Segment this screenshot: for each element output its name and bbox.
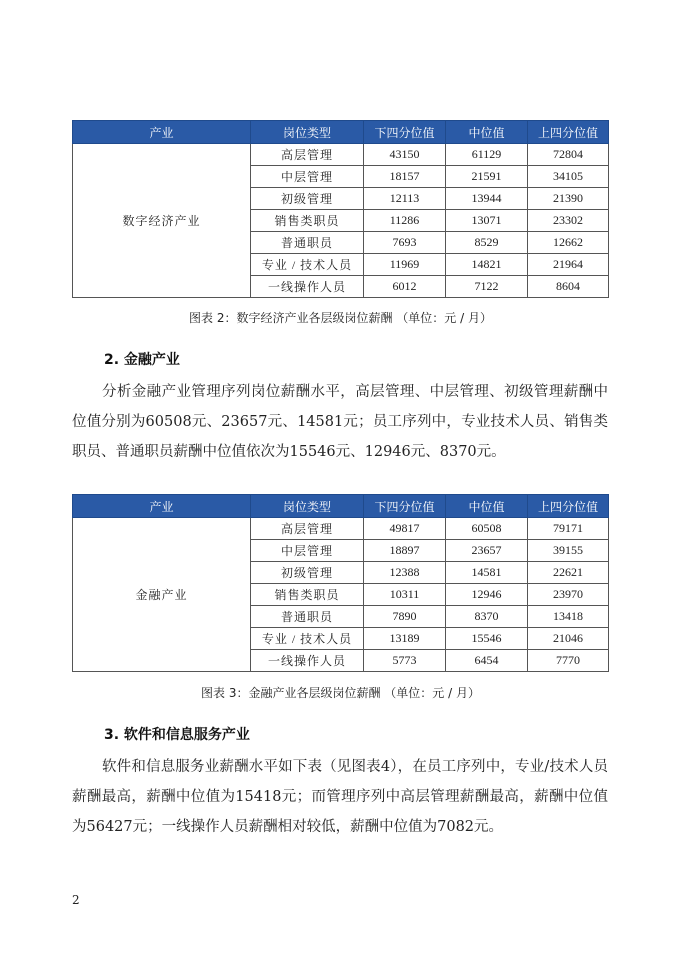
header-industry: 产业 xyxy=(73,495,251,518)
industry-cell: 金融产业 xyxy=(73,518,251,672)
header-industry: 产业 xyxy=(73,121,251,144)
header-role: 岗位类型 xyxy=(251,121,364,144)
header-median: 中位值 xyxy=(446,495,528,518)
header-q1: 下四分位值 xyxy=(364,495,446,518)
header-q3: 上四分位值 xyxy=(528,121,609,144)
q1-cell: 18897 xyxy=(364,540,446,562)
q1-cell: 6012 xyxy=(364,276,446,298)
median-cell: 21591 xyxy=(446,166,528,188)
q3-cell: 12662 xyxy=(528,232,609,254)
median-cell: 14581 xyxy=(446,562,528,584)
role-cell: 高层管理 xyxy=(251,518,364,540)
median-cell: 6454 xyxy=(446,650,528,672)
q1-cell: 43150 xyxy=(364,144,446,166)
role-cell: 高层管理 xyxy=(251,144,364,166)
q3-cell: 23970 xyxy=(528,584,609,606)
header-role: 岗位类型 xyxy=(251,495,364,518)
median-cell: 13944 xyxy=(446,188,528,210)
role-cell: 专业 / 技术人员 xyxy=(251,628,364,650)
q1-cell: 7693 xyxy=(364,232,446,254)
table-2-caption: 图表 3：金融产业各层级岗位薪酬 （单位：元 / 月） xyxy=(201,686,480,700)
q1-cell: 5773 xyxy=(364,650,446,672)
median-cell: 61129 xyxy=(446,144,528,166)
q3-cell: 23302 xyxy=(528,210,609,232)
q3-cell: 8604 xyxy=(528,276,609,298)
median-cell: 8529 xyxy=(446,232,528,254)
q3-cell: 34105 xyxy=(528,166,609,188)
median-cell: 23657 xyxy=(446,540,528,562)
median-cell: 12946 xyxy=(446,584,528,606)
header-q1: 下四分位值 xyxy=(364,121,446,144)
role-cell: 一线操作人员 xyxy=(251,276,364,298)
table-1-caption: 图表 2：数字经济产业各层级岗位薪酬 （单位：元 / 月） xyxy=(189,311,492,325)
q3-cell: 21390 xyxy=(528,188,609,210)
role-cell: 销售类职员 xyxy=(251,584,364,606)
table-finance xyxy=(72,494,608,672)
q1-cell: 12113 xyxy=(364,188,446,210)
role-cell: 一线操作人员 xyxy=(251,650,364,672)
section-3-heading: 3. 软件和信息服务产业 xyxy=(104,727,250,743)
industry-cell: 数字经济产业 xyxy=(73,144,251,298)
q1-cell: 49817 xyxy=(364,518,446,540)
salary-table-2 xyxy=(72,494,609,672)
role-cell: 专业 / 技术人员 xyxy=(251,254,364,276)
page-number: 2 xyxy=(72,893,80,907)
role-cell: 销售类职员 xyxy=(251,210,364,232)
q1-cell: 7890 xyxy=(364,606,446,628)
header-median: 中位值 xyxy=(446,121,528,144)
median-cell: 60508 xyxy=(446,518,528,540)
section-3-paragraph: 软件和信息服务业薪酬水平如下表（见图表4），在员工序列中，专业/技术人员薪酬最高，薪酬中位值为15418元；而管理序列中高层管理薪酬最高，薪酬中位值为56427元；一线操作人员薪酬相对较低，薪酬中位值为7082元。 xyxy=(72,759,608,835)
q1-cell: 11969 xyxy=(364,254,446,276)
role-cell: 中层管理 xyxy=(251,166,364,188)
q1-cell: 18157 xyxy=(364,166,446,188)
role-cell: 中层管理 xyxy=(251,540,364,562)
median-cell: 14821 xyxy=(446,254,528,276)
q1-cell: 13189 xyxy=(364,628,446,650)
q3-cell: 22621 xyxy=(528,562,609,584)
section-2-heading: 2. 金融产业 xyxy=(104,352,180,368)
table-digital-economy xyxy=(72,120,608,298)
q1-cell: 10311 xyxy=(364,584,446,606)
median-cell: 15546 xyxy=(446,628,528,650)
q3-cell: 7770 xyxy=(528,650,609,672)
table-row xyxy=(73,518,609,540)
q1-cell: 12388 xyxy=(364,562,446,584)
q3-cell: 13418 xyxy=(528,606,609,628)
role-cell: 普通职员 xyxy=(251,606,364,628)
q3-cell: 72804 xyxy=(528,144,609,166)
median-cell: 13071 xyxy=(446,210,528,232)
role-cell: 初级管理 xyxy=(251,562,364,584)
median-cell: 8370 xyxy=(446,606,528,628)
q1-cell: 11286 xyxy=(364,210,446,232)
table-row xyxy=(73,144,609,166)
section-2-paragraph: 分析金融产业管理序列岗位薪酬水平，高层管理、中层管理、初级管理薪酬中位值分别为60508元、23657元、14581元；员工序列中，专业技术人员、销售类职员、普通职员薪酬中位值依次为15546元、12946元、8370元。 xyxy=(72,384,608,460)
role-cell: 普通职员 xyxy=(251,232,364,254)
q3-cell: 79171 xyxy=(528,518,609,540)
q3-cell: 21964 xyxy=(528,254,609,276)
q3-cell: 39155 xyxy=(528,540,609,562)
header-q3: 上四分位值 xyxy=(528,495,609,518)
table-header-row xyxy=(73,495,609,518)
salary-table-1 xyxy=(72,120,609,298)
q3-cell: 21046 xyxy=(528,628,609,650)
table-header-row xyxy=(73,121,609,144)
role-cell: 初级管理 xyxy=(251,188,364,210)
median-cell: 7122 xyxy=(446,276,528,298)
